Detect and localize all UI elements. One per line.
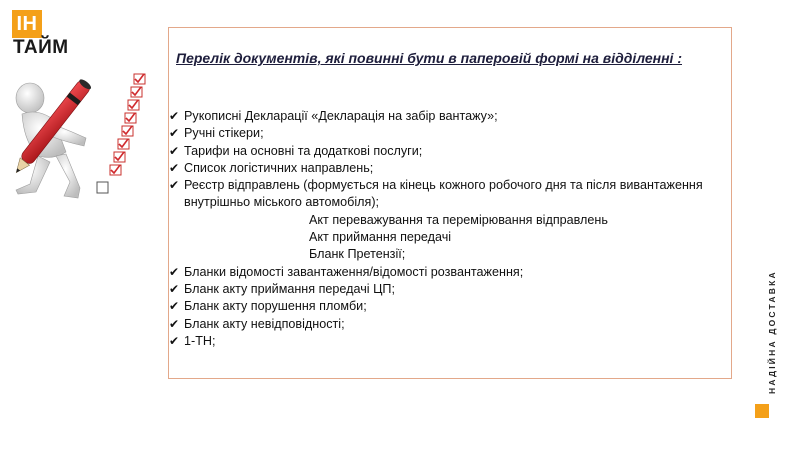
check-mark-icon: ✔ [169, 299, 180, 314]
sub-list-item-text: Акт приймання передачі [309, 230, 452, 245]
list-item [169, 143, 729, 160]
check-mark-icon: ✔ [169, 126, 180, 141]
list-item [169, 264, 729, 281]
check-mark-icon: ✔ [169, 178, 180, 193]
list-item [169, 160, 729, 177]
list-item [169, 108, 729, 125]
list-item-text: Реєстр відправлень (формується на кінець кожного робочого дня та після вивантаження внутрішньо міського автомобіля); [184, 178, 703, 210]
sub-list-item-text: Бланк Претензії; [309, 247, 406, 262]
list-item-text: Бланки відомості завантаження/відомості розвантаження; [184, 264, 524, 279]
sub-list-item-text: Акт переважування та перемірювання відправлень [309, 212, 608, 227]
brand-logo [12, 10, 78, 62]
logo-mark: ІН [12, 10, 42, 38]
logo-wordmark: ТАЙМ [13, 37, 69, 58]
list-item-text: Список логістичних направлень; [184, 160, 374, 175]
list-item-text: Бланк акту порушення пломби; [184, 299, 367, 314]
check-mark-icon: ✔ [169, 316, 180, 331]
accent-square-icon [755, 404, 769, 418]
list-item-text: Рукописні Декларації «Декларація на забір вантажу»; [184, 109, 498, 123]
sub-list-item [169, 229, 729, 246]
list-item [169, 333, 729, 350]
list-item [169, 316, 729, 333]
check-mark-icon: ✔ [169, 281, 180, 296]
list-item [169, 125, 729, 142]
list-item [169, 281, 729, 298]
document-list [169, 108, 729, 350]
list-item-text: Тарифи на основні та додаткові послуги; [184, 143, 423, 158]
sub-list-item [169, 212, 729, 229]
list-item-text: Бланк акту приймання передачі ЦП; [184, 281, 395, 296]
document-list-panel [168, 27, 732, 379]
check-mark-icon: ✔ [169, 333, 180, 348]
sub-list-item [169, 246, 729, 263]
list-item [169, 177, 729, 212]
check-mark-icon: ✔ [169, 143, 180, 158]
list-item [169, 298, 729, 315]
side-tagline: НАДІЙНА ДОСТАВКА [767, 270, 777, 394]
list-item-text: Ручні стікери; [184, 126, 264, 141]
check-mark-icon: ✔ [169, 160, 180, 175]
check-mark-icon: ✔ [169, 109, 180, 123]
check-mark-icon: ✔ [169, 264, 180, 279]
panel-heading: Перелік документів, які повинні бути в паперовій формі на відділенні : [176, 50, 682, 66]
figure-with-pen-checklist-illustration [8, 64, 158, 204]
list-item-text: Бланк акту невідповідності; [184, 316, 345, 331]
list-item-text: 1-ТН; [184, 333, 216, 348]
